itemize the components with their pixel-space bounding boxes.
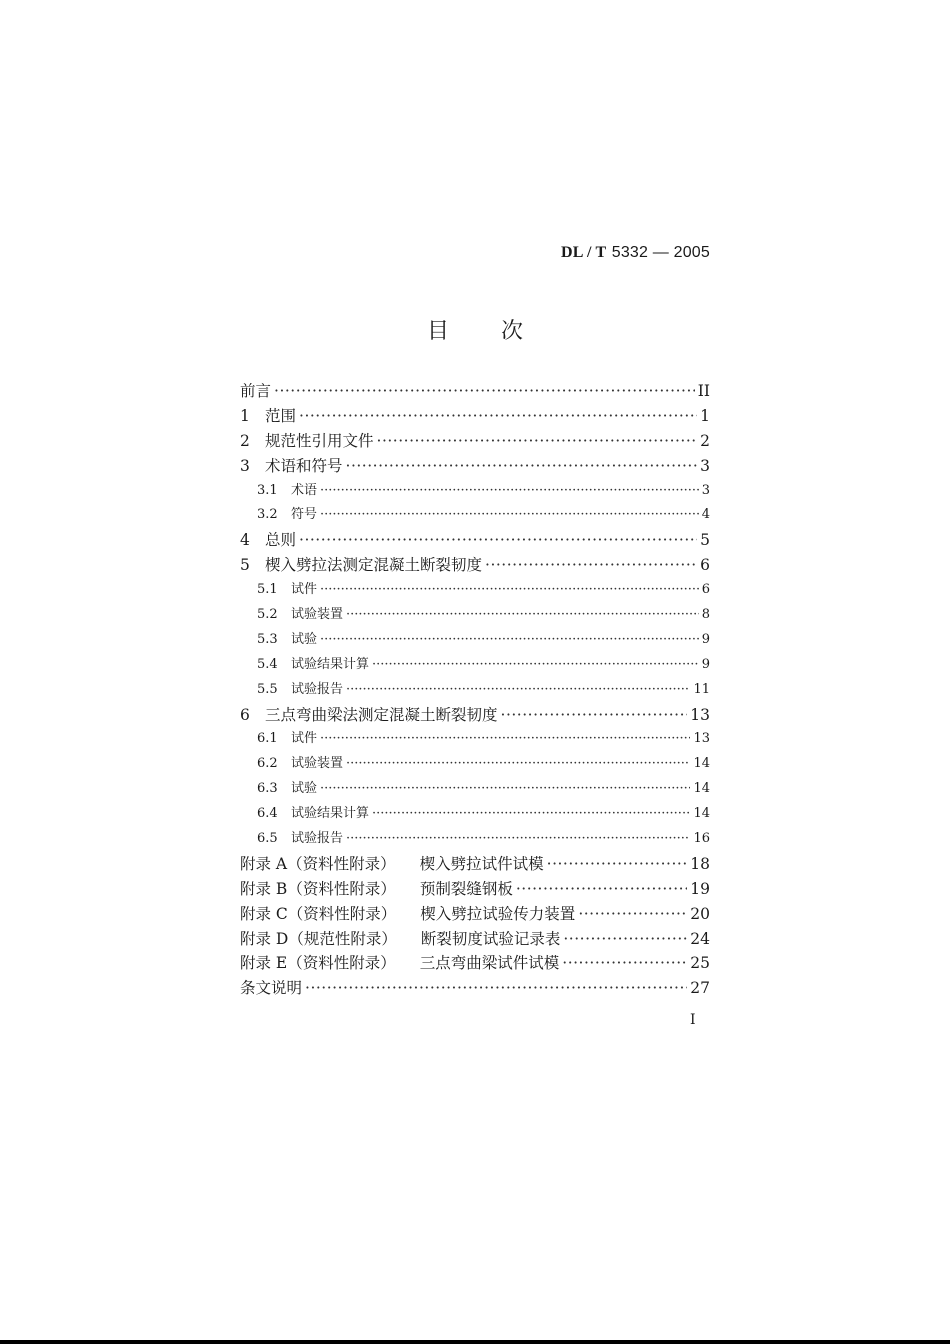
toc-page-number: 19: [690, 879, 710, 898]
toc-entry-label: 术语: [291, 482, 318, 498]
toc-entry[interactable]: [240, 528, 710, 553]
toc-entry[interactable]: [240, 727, 710, 752]
toc-dot-leader: [563, 927, 687, 952]
toc-entry-label: 试验结果计算: [291, 656, 370, 672]
toc-entry-label: 附录 A（资料性附录）: [240, 854, 396, 873]
toc-page-number: 3: [701, 482, 710, 498]
toc-dot-leader: [578, 902, 687, 927]
toc-entry-number: 4: [240, 531, 250, 550]
toc-entry[interactable]: [240, 404, 710, 429]
toc-entry[interactable]: [240, 578, 710, 603]
toc-dot-leader: [320, 578, 699, 603]
toc-entry-label: 试验: [291, 781, 318, 797]
toc-entry-number: 3: [240, 456, 250, 475]
toc-page-number: 4: [701, 507, 710, 523]
toc-entry[interactable]: [240, 703, 710, 728]
toc-dot-leader: [305, 976, 687, 1001]
toc-entry-label: 前言: [240, 382, 272, 400]
toc-entry[interactable]: [240, 827, 710, 852]
toc-entry-label: 附录 E（资料性附录）: [240, 954, 396, 973]
toc-entry[interactable]: [240, 653, 710, 678]
toc-entry-label: 总则: [265, 531, 297, 550]
toc-entry[interactable]: [240, 976, 710, 1001]
toc-dot-leader: [372, 802, 690, 827]
toc-dot-leader: [372, 653, 699, 678]
toc-dot-leader: [547, 852, 688, 877]
toc-entry-label: 术语和符号: [265, 456, 343, 475]
toc-entry-label: 附录 B（资料性附录）: [240, 879, 396, 898]
toc-entry-label: 规范性引用文件: [265, 431, 374, 450]
toc-entry[interactable]: [240, 429, 710, 454]
toc-entry-number: 5.5: [257, 681, 278, 697]
toc-page-number: II: [697, 382, 710, 400]
toc-entry-number: 5.3: [257, 631, 278, 647]
toc-page-number: 16: [693, 831, 710, 847]
toc-entry-label: 试验装置: [291, 607, 344, 623]
toc-entry-number: 5.2: [257, 607, 278, 623]
toc-page-number: 14: [693, 806, 710, 822]
toc-page-number: 6: [701, 582, 710, 598]
toc-entry-appendix-title: 预制裂缝钢板: [419, 879, 513, 898]
toc-entry-label: 三点弯曲梁法测定混凝土断裂韧度: [265, 705, 498, 724]
toc-page-number: 5: [700, 531, 710, 550]
toc-dot-leader: [485, 553, 697, 578]
toc-page-number: 20: [690, 904, 710, 923]
toc-page-number: 13: [693, 731, 710, 747]
standard-number: [561, 242, 710, 262]
toc-entry-label: 试验结果计算: [291, 806, 370, 822]
table-of-contents: [240, 379, 710, 1001]
toc-entry-appendix-title: 断裂韧度试验记录表: [420, 929, 561, 948]
toc-entry-number: 6.1: [257, 731, 278, 747]
toc-dot-leader: [320, 777, 690, 802]
toc-dot-leader: [501, 703, 688, 728]
toc-entry-label: 条文说明: [240, 979, 303, 998]
toc-entry-appendix-title: 楔入劈拉试验传力装置: [420, 904, 576, 923]
toc-entry-number: 3.2: [257, 507, 278, 523]
toc-entry[interactable]: [240, 628, 710, 653]
toc-entry-label: 范围: [265, 406, 297, 425]
toc-entry[interactable]: [240, 553, 710, 578]
toc-page-number: 13: [690, 705, 710, 724]
toc-page-number: 14: [693, 756, 710, 772]
toc-entry-number: 5.1: [257, 582, 278, 598]
toc-page-number: 9: [701, 631, 710, 647]
toc-entry[interactable]: [240, 454, 710, 479]
title-char-2: 次: [501, 319, 524, 344]
toc-entry-number: 1: [240, 406, 250, 425]
toc-entry-number: 6.3: [257, 781, 278, 797]
page-title: [0, 314, 950, 345]
toc-entry[interactable]: [240, 777, 710, 802]
toc-page-number: 8: [701, 607, 710, 623]
toc-entry[interactable]: [240, 479, 710, 504]
toc-dot-leader: [516, 877, 687, 902]
toc-dot-leader: [274, 379, 695, 404]
toc-entry-number: 3.1: [257, 482, 278, 498]
toc-dot-leader: [320, 628, 699, 653]
toc-entry[interactable]: [240, 852, 710, 877]
toc-entry[interactable]: [240, 877, 710, 902]
toc-page-number: 14: [693, 781, 710, 797]
toc-entry-number: 5.4: [257, 656, 278, 672]
toc-entry-label: 试件: [291, 582, 318, 598]
toc-dot-leader: [320, 503, 699, 528]
toc-entry-label: 试验装置: [291, 756, 344, 772]
toc-page-number: 6: [700, 556, 710, 575]
toc-entry[interactable]: [240, 503, 710, 528]
toc-entry-label: 试验报告: [291, 831, 344, 847]
toc-dot-leader: [320, 479, 699, 504]
standard-prefix: DL / T: [561, 244, 607, 261]
bottom-edge-bar: [0, 1340, 950, 1344]
standard-code: 5332 — 2005: [611, 244, 710, 261]
toc-entry[interactable]: [240, 678, 710, 703]
toc-dot-leader: [299, 528, 697, 553]
toc-entry-label: 附录 D（规范性附录）: [240, 929, 397, 948]
toc-dot-leader: [346, 678, 690, 703]
toc-dot-leader: [346, 603, 699, 628]
toc-entry-appendix-title: 楔入劈拉试件试模: [419, 854, 544, 873]
toc-entry-number: 6.2: [257, 756, 278, 772]
toc-entry-appendix-title: 三点弯曲梁试件试模: [419, 954, 560, 973]
toc-dot-leader: [346, 454, 698, 479]
toc-page-number: 24: [690, 929, 710, 948]
toc-entry[interactable]: [240, 802, 710, 827]
toc-page-number: 9: [701, 656, 710, 672]
toc-entry[interactable]: [240, 902, 710, 927]
toc-dot-leader: [346, 827, 690, 852]
title-char-1: 目: [426, 319, 449, 344]
toc-page-number: 27: [690, 979, 710, 998]
toc-entry-label: 符号: [291, 507, 318, 523]
page-folio: I: [690, 1012, 696, 1028]
toc-page-number: 11: [693, 681, 710, 697]
toc-entry[interactable]: [240, 752, 710, 777]
toc-entry-number: 2: [240, 431, 250, 450]
toc-dot-leader: [562, 951, 687, 976]
toc-page-number: 25: [690, 954, 710, 973]
toc-dot-leader: [299, 404, 697, 429]
toc-page-number: 1: [700, 406, 710, 425]
toc-entry[interactable]: [240, 951, 710, 976]
toc-entry[interactable]: [240, 379, 710, 404]
toc-entry-number: 6.5: [257, 831, 278, 847]
toc-page-number: 2: [700, 431, 710, 450]
toc-entry-label: 楔入劈拉法测定混凝土断裂韧度: [265, 556, 483, 575]
toc-entry-number: 5: [240, 556, 250, 575]
toc-entry-number: 6.4: [257, 806, 278, 822]
toc-page-number: 3: [700, 456, 710, 475]
toc-entry-label: 附录 C（资料性附录）: [240, 904, 397, 923]
toc-entry-number: 6: [240, 705, 250, 724]
toc-entry-label: 试件: [291, 731, 318, 747]
toc-entry[interactable]: [240, 603, 710, 628]
toc-page-number: 18: [690, 854, 710, 873]
toc-entry[interactable]: [240, 927, 710, 952]
toc-dot-leader: [346, 752, 690, 777]
toc-entry-label: 试验: [291, 631, 318, 647]
toc-dot-leader: [377, 429, 698, 454]
toc-entry-label: 试验报告: [291, 681, 344, 697]
toc-dot-leader: [320, 727, 690, 752]
